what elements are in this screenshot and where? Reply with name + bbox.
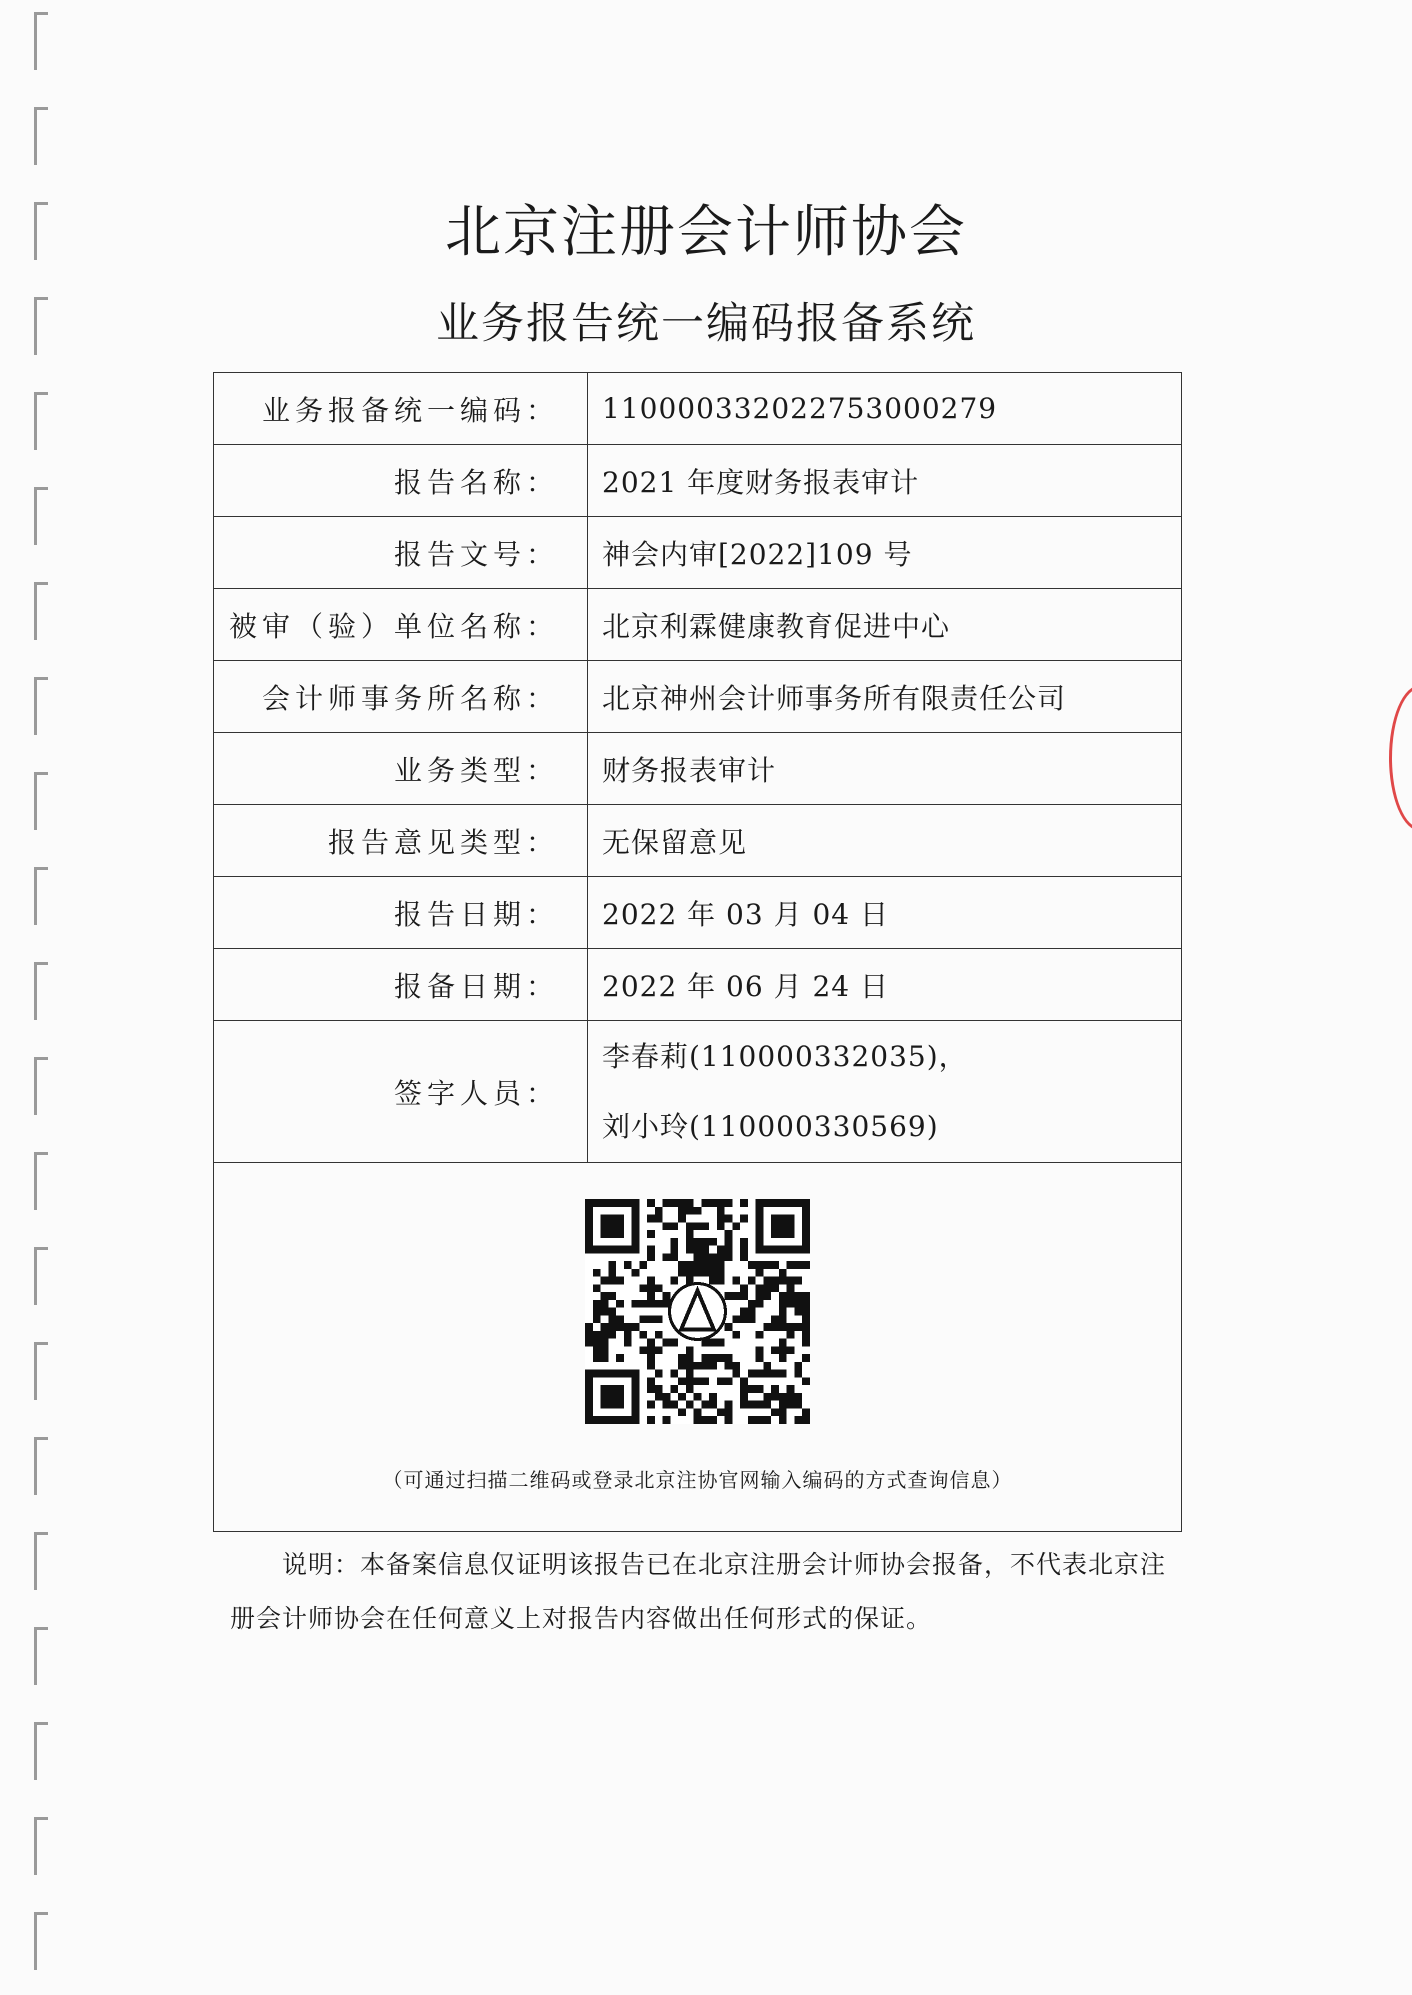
qr-cell: [214, 1163, 1182, 1532]
table-row: [214, 877, 1182, 949]
signer-name: 刘小玲(110000330569): [602, 1109, 939, 1143]
field-value: 2021 年度财务报表审计: [588, 445, 1182, 517]
field-value: 北京神州会计师事务所有限责任公司: [588, 661, 1182, 733]
table-row: [214, 517, 1182, 589]
field-value: 无保留意见: [588, 805, 1182, 877]
binding-mark: [34, 867, 48, 925]
binding-mark: [34, 772, 48, 830]
table-row: [214, 445, 1182, 517]
field-label: 报告名称：: [214, 445, 588, 517]
field-label: 被审（验）单位名称：: [214, 589, 588, 661]
page-title: 北京注册会计师协会: [445, 200, 967, 265]
binding-mark: [34, 1817, 48, 1875]
table-row-signers: [214, 1021, 1182, 1163]
field-label: 业务类型：: [214, 733, 588, 805]
qr-code-icon[interactable]: [585, 1199, 810, 1424]
binding-mark: [34, 1247, 48, 1305]
table-row: [214, 949, 1182, 1021]
signer-name: 李春莉(110000332035)，: [602, 1039, 968, 1073]
disclaimer-text: 说明：本备案信息仅证明该报告已在北京注册会计师协会报备，不代表北京注册会计师协会在任何意义上对报告内容做出任何形式的保证。: [230, 1550, 1167, 1633]
table-row: [214, 805, 1182, 877]
red-seal-edge: [1389, 685, 1412, 831]
field-value: 110000332022753000279: [588, 373, 1182, 445]
binding-mark: [34, 1342, 48, 1400]
report-info-table: [213, 372, 1182, 1532]
field-value: 财务报表审计: [588, 733, 1182, 805]
binding-mark: [34, 1152, 48, 1210]
binding-mark: [34, 677, 48, 735]
field-label: 会计师事务所名称：: [214, 661, 588, 733]
binding-mark: [34, 1057, 48, 1115]
qr-row: [214, 1163, 1182, 1532]
binding-mark: [34, 1627, 48, 1685]
binding-mark: [34, 582, 48, 640]
page-subtitle: 业务报告统一编码报备系统: [436, 299, 976, 349]
signers-label: 签字人员：: [214, 1021, 588, 1163]
qr-note: （可通过扫描二维码或登录北京注协官网输入编码的方式查询信息）: [382, 1468, 1013, 1492]
binding-mark: [34, 392, 48, 450]
field-value: 2022 年 03 月 04 日: [588, 877, 1182, 949]
field-value: 2022 年 06 月 24 日: [588, 949, 1182, 1021]
field-value: 神会内审[2022]109 号: [588, 517, 1182, 589]
table-row: [214, 373, 1182, 445]
field-label: 业务报备统一编码：: [214, 373, 588, 445]
binding-mark: [34, 107, 48, 165]
field-label: 报告日期：: [214, 877, 588, 949]
binding-mark: [34, 12, 48, 70]
table-row: [214, 661, 1182, 733]
table-row: [214, 589, 1182, 661]
table-row: [214, 733, 1182, 805]
field-label: 报告意见类型：: [214, 805, 588, 877]
field-label: 报告文号：: [214, 517, 588, 589]
binding-mark: [34, 1722, 48, 1780]
binding-mark: [34, 1437, 48, 1495]
signers-value: [588, 1021, 1182, 1163]
field-value: 北京利霖健康教育促进中心: [588, 589, 1182, 661]
binding-mark: [34, 1912, 48, 1970]
binding-mark: [34, 962, 48, 1020]
binding-mark: [34, 487, 48, 545]
field-label: 报备日期：: [214, 949, 588, 1021]
binding-mark: [34, 1532, 48, 1590]
